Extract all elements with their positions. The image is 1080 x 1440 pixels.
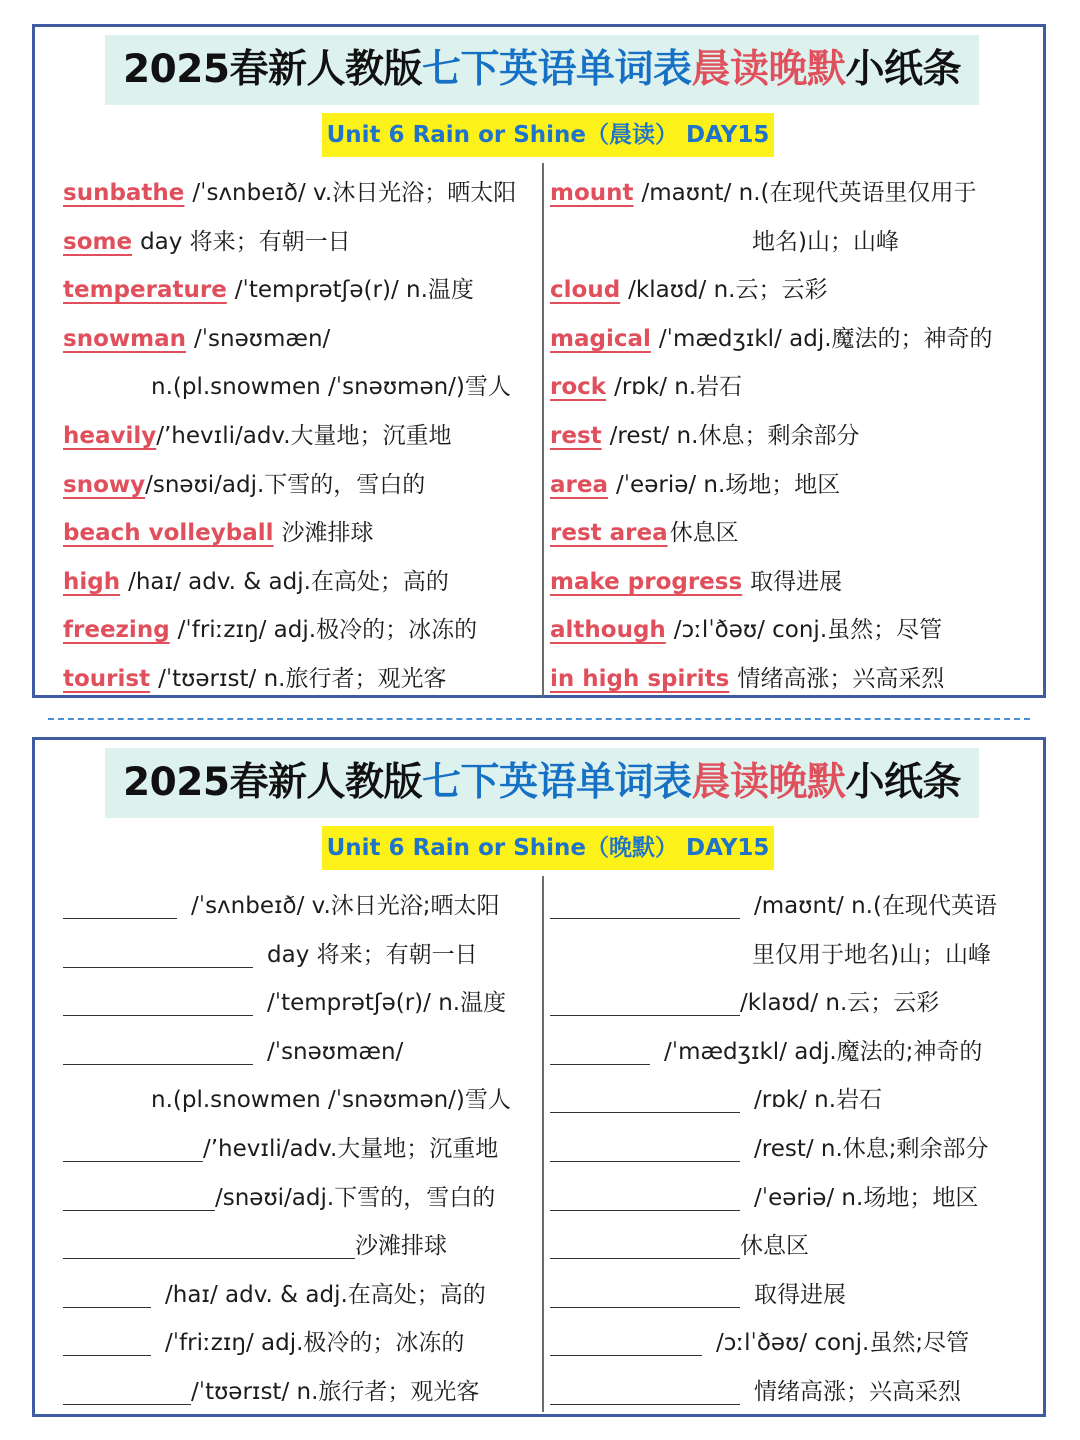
quiz-row bbox=[63, 1222, 533, 1271]
quiz-def: /maʊnt/ n.(在现代英语 bbox=[754, 893, 997, 919]
title-part3: 晨读晚默 bbox=[691, 760, 846, 805]
vocab-row bbox=[63, 655, 533, 704]
vocab-def: 沙滩排球 bbox=[281, 520, 374, 547]
vocab-row bbox=[63, 606, 533, 655]
vocab-row bbox=[550, 363, 1030, 412]
answer-blank[interactable] bbox=[63, 1131, 203, 1162]
vocab-def: /ˈmædʒɪkl/ adj.魔法的；神奇的 bbox=[658, 325, 993, 352]
quiz-row bbox=[63, 1271, 533, 1320]
quiz-row bbox=[63, 1319, 533, 1368]
vocab-row bbox=[63, 461, 533, 510]
quiz-row bbox=[550, 1174, 1030, 1223]
vocab-word: rest area bbox=[550, 520, 668, 547]
quiz-row bbox=[63, 1368, 533, 1417]
vocab-word: snowman bbox=[63, 325, 186, 352]
quiz-row bbox=[550, 1125, 1030, 1174]
vocab-word: high bbox=[63, 568, 121, 595]
vocab-def: /ˈtemprətʃə(r)/ n.温度 bbox=[234, 277, 474, 304]
vocab-def: /ˈsʌnbeɪð/ v.沐日光浴；晒太阳 bbox=[192, 180, 517, 206]
vocab-row bbox=[550, 558, 1030, 607]
answer-blank[interactable] bbox=[63, 1277, 151, 1308]
quiz-def: /ˈtʊərɪst/ n.旅行者；观光客 bbox=[191, 1378, 480, 1405]
vocab-word: area bbox=[550, 471, 608, 498]
quiz-def: 休息区 bbox=[740, 1233, 809, 1260]
quiz-def: /ˈmædʒɪkl/ adj.魔法的;神奇的 bbox=[664, 1038, 983, 1065]
cut-line bbox=[48, 718, 1030, 720]
title-part4: 小纸条 bbox=[845, 47, 962, 92]
vocab-row bbox=[63, 558, 533, 607]
vocab-word: magical bbox=[550, 325, 651, 352]
vocab-row-continued bbox=[550, 218, 1030, 267]
title-part1: 2025春新人教版 bbox=[122, 47, 422, 92]
vocab-word: beach volleyball bbox=[63, 520, 274, 547]
quiz-column-right bbox=[550, 882, 1030, 1417]
vocab-def: 情绪高涨；兴高采烈 bbox=[737, 665, 945, 692]
vocab-row bbox=[550, 266, 1030, 315]
answer-blank[interactable] bbox=[63, 985, 253, 1016]
vocab-def: n.(pl.snowmen /ˈsnəʊmən/)雪人 bbox=[151, 374, 511, 401]
quiz-row bbox=[63, 979, 533, 1028]
quiz-row bbox=[550, 1319, 1030, 1368]
answer-blank[interactable] bbox=[550, 985, 740, 1016]
quiz-row bbox=[63, 1125, 533, 1174]
quiz-row bbox=[550, 1028, 1030, 1077]
answer-blank[interactable] bbox=[550, 1131, 740, 1162]
quiz-def: /snəʊi/adj.下雪的，雪白的 bbox=[215, 1184, 496, 1211]
vocab-def: /snəʊi/adj.下雪的，雪白的 bbox=[145, 471, 426, 498]
answer-blank[interactable] bbox=[63, 1374, 191, 1405]
vocab-def: /ˈfriːzɪŋ/ adj.极冷的；冰冻的 bbox=[177, 617, 478, 644]
quiz-row bbox=[550, 1222, 1030, 1271]
vocab-word: freezing bbox=[63, 617, 170, 644]
vocab-def: /rɒk/ n.岩石 bbox=[614, 374, 743, 401]
quiz-row-continued bbox=[550, 931, 1030, 980]
quiz-row bbox=[63, 1174, 533, 1223]
quiz-row bbox=[550, 1076, 1030, 1125]
vocab-row bbox=[63, 315, 533, 364]
answer-blank[interactable] bbox=[63, 1180, 215, 1211]
vocab-def: /haɪ/ adv. & adj.在高处；高的 bbox=[128, 568, 449, 595]
morning-card bbox=[32, 24, 1046, 698]
answer-blank[interactable] bbox=[63, 937, 253, 968]
vocab-word: rock bbox=[550, 374, 607, 401]
title-part4: 小纸条 bbox=[845, 760, 962, 805]
vocab-word: snowy bbox=[63, 471, 146, 498]
vocab-def: /ˈtʊərɪst/ n.旅行者；观光客 bbox=[158, 665, 447, 692]
vocab-row bbox=[550, 509, 1030, 558]
vocab-row bbox=[63, 266, 533, 315]
answer-blank[interactable] bbox=[63, 1228, 355, 1259]
unit-subtitle: Unit 6 Rain or Shine（晨读） DAY15 bbox=[322, 113, 774, 157]
vocab-row bbox=[63, 412, 533, 461]
quiz-row bbox=[63, 931, 533, 980]
vocab-def: /maʊnt/ n.(在现代英语里仅用于 bbox=[641, 180, 977, 206]
vocab-word: tourist bbox=[63, 665, 151, 692]
quiz-def: /ˈfriːzɪŋ/ adj.极冷的；冰冻的 bbox=[165, 1330, 465, 1357]
vocab-column-right bbox=[550, 169, 1030, 704]
page-title bbox=[105, 748, 979, 818]
quiz-def: /rest/ n.休息;剩余部分 bbox=[754, 1135, 989, 1162]
answer-blank[interactable] bbox=[550, 1325, 702, 1356]
vocab-def: /klaʊd/ n.云；云彩 bbox=[628, 277, 828, 304]
vocab-row bbox=[550, 606, 1030, 655]
vocab-word: heavily bbox=[63, 422, 157, 449]
vocab-row bbox=[550, 655, 1030, 704]
vocab-def: 地名)山；山峰 bbox=[752, 228, 899, 255]
quiz-def: /ɔːlˈðəʊ/ conj.虽然;尽管 bbox=[716, 1330, 970, 1357]
quiz-row bbox=[550, 979, 1030, 1028]
vocab-def: /’hevɪli/adv.大量地；沉重地 bbox=[156, 422, 452, 449]
quiz-def: /ˈsʌnbeɪð/ v.沐日光浴;晒太阳 bbox=[191, 893, 500, 919]
vocab-def: /rest/ n.休息；剩余部分 bbox=[609, 422, 860, 449]
vocab-word: rest bbox=[550, 422, 602, 449]
vocab-word: mount bbox=[550, 180, 634, 206]
vocab-column-left bbox=[63, 169, 533, 704]
vocab-def: /ˈeəriə/ n.场地；地区 bbox=[615, 471, 841, 498]
answer-blank[interactable] bbox=[63, 1034, 253, 1065]
title-part2: 七下英语单词表 bbox=[422, 47, 692, 92]
vocab-word: in high spirits bbox=[550, 665, 730, 692]
answer-blank[interactable] bbox=[550, 1180, 740, 1211]
quiz-def: n.(pl.snowmen /ˈsnəʊmən/)雪人 bbox=[151, 1087, 511, 1114]
answer-blank[interactable] bbox=[550, 1374, 740, 1405]
title-part3: 晨读晚默 bbox=[691, 47, 846, 92]
vocab-row bbox=[63, 509, 533, 558]
quiz-column-left bbox=[63, 882, 533, 1417]
vocab-def: day 将来；有朝一日 bbox=[140, 228, 351, 255]
answer-blank[interactable] bbox=[550, 1228, 740, 1259]
answer-blank[interactable] bbox=[63, 888, 177, 919]
column-divider bbox=[542, 876, 544, 1412]
answer-blank[interactable] bbox=[550, 1277, 740, 1308]
title-part1: 2025春新人教版 bbox=[122, 760, 422, 805]
quiz-def: 沙滩排球 bbox=[355, 1233, 447, 1260]
vocab-word: make progress bbox=[550, 568, 743, 595]
vocab-row bbox=[550, 461, 1030, 510]
vocab-def: /ɔːlˈðəʊ/ conj.虽然；尽管 bbox=[673, 617, 943, 644]
answer-blank[interactable] bbox=[550, 1082, 740, 1113]
title-part2: 七下英语单词表 bbox=[422, 760, 692, 805]
vocab-word: cloud bbox=[550, 277, 621, 304]
answer-blank[interactable] bbox=[550, 1034, 650, 1065]
quiz-def: 里仅用于地名)山；山峰 bbox=[752, 941, 991, 968]
vocab-row-continued bbox=[63, 363, 533, 412]
answer-blank[interactable] bbox=[63, 1325, 151, 1356]
quiz-row bbox=[63, 1028, 533, 1077]
quiz-row-continued bbox=[63, 1076, 533, 1125]
quiz-def: /ˈsnəʊmæn/ bbox=[267, 1038, 404, 1065]
quiz-def: /ˈeəriə/ n.场地；地区 bbox=[754, 1184, 979, 1211]
quiz-def: 取得进展 bbox=[754, 1281, 846, 1308]
quiz-def: /rɒk/ n.岩石 bbox=[754, 1087, 883, 1114]
unit-subtitle: Unit 6 Rain or Shine（晚默） DAY15 bbox=[322, 826, 774, 870]
quiz-def: /klaʊd/ n.云；云彩 bbox=[740, 990, 940, 1017]
vocab-row bbox=[63, 218, 533, 267]
quiz-def: day 将来；有朝一日 bbox=[267, 941, 478, 968]
quiz-row bbox=[550, 1271, 1030, 1320]
vocab-word: temperature bbox=[63, 277, 227, 304]
vocab-word: although bbox=[550, 617, 666, 644]
vocab-def: /ˈsnəʊmæn/ bbox=[193, 325, 331, 352]
answer-blank[interactable] bbox=[550, 888, 740, 919]
vocab-def: 休息区 bbox=[669, 520, 739, 547]
vocab-row bbox=[63, 169, 533, 218]
column-divider bbox=[542, 163, 544, 697]
page-title bbox=[105, 35, 979, 105]
vocab-word: sunbathe bbox=[63, 180, 185, 206]
vocab-row bbox=[550, 169, 1030, 218]
quiz-def: 情绪高涨；兴高采烈 bbox=[754, 1378, 961, 1405]
quiz-def: /haɪ/ adv. & adj.在高处；高的 bbox=[165, 1281, 486, 1308]
vocab-row bbox=[550, 315, 1030, 364]
vocab-def: 取得进展 bbox=[750, 568, 843, 595]
quiz-row bbox=[550, 1368, 1030, 1417]
vocab-row bbox=[550, 412, 1030, 461]
quiz-row bbox=[550, 882, 1030, 931]
quiz-def: /’hevɪli/adv.大量地；沉重地 bbox=[203, 1135, 499, 1162]
evening-card bbox=[32, 737, 1046, 1417]
quiz-row bbox=[63, 882, 533, 931]
vocab-word: some bbox=[63, 228, 133, 255]
quiz-def: /ˈtemprətʃə(r)/ n.温度 bbox=[267, 990, 507, 1017]
